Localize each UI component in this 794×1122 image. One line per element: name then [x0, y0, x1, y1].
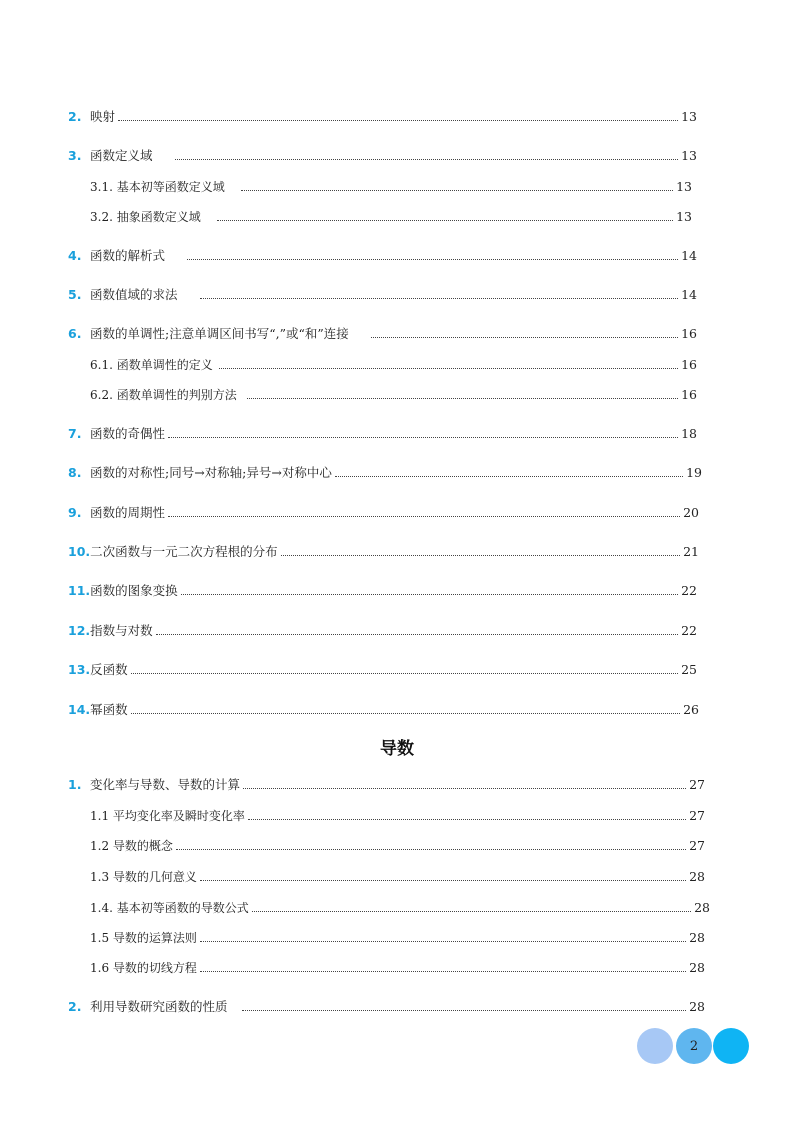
page-badge-dark	[713, 1028, 749, 1064]
toc-entry-quadratic[interactable]	[68, 541, 699, 561]
entry-page: 13	[681, 108, 697, 124]
leader-dots	[131, 673, 678, 674]
entry-page: 13	[676, 178, 692, 194]
leader-dots	[219, 368, 678, 369]
entry-page: 27	[689, 837, 705, 853]
leader-dots	[371, 337, 678, 338]
entry-number: 14.	[68, 701, 91, 717]
toc-entry-expression[interactable]	[68, 245, 697, 265]
leader-dots	[187, 259, 678, 260]
entry-page: 27	[689, 807, 705, 823]
entry-page: 18	[681, 425, 697, 441]
entry-number: 13.	[68, 661, 91, 677]
entry-number: 8.	[68, 464, 82, 480]
entry-title: 函数的解析式	[90, 248, 166, 263]
entry-title: 幂函数	[90, 702, 128, 717]
entry-title: 6.2. 函数单调性的判别方法	[90, 387, 237, 402]
entry-title: 1.1 平均变化率及瞬时变化率	[90, 808, 245, 823]
entry-page: 26	[683, 701, 699, 717]
leader-dots	[168, 516, 680, 517]
toc-entry-derivative-calc[interactable]	[68, 774, 705, 794]
toc-entry-derivative-properties[interactable]	[68, 996, 705, 1016]
entry-title: 利用导数研究函数的性质	[90, 999, 228, 1014]
page-badge-light	[637, 1028, 673, 1064]
entry-page: 28	[689, 959, 705, 975]
leader-dots	[200, 971, 686, 972]
toc-subentry[interactable]	[90, 805, 705, 825]
toc-entry-range[interactable]	[68, 284, 697, 304]
entry-title: 函数的单调性;注意单调区间书写“,”或“和”连接	[90, 326, 349, 341]
entry-title: 函数的图象变换	[90, 583, 178, 598]
entry-title: 1.2 导数的概念	[90, 838, 173, 853]
toc-entry-graph-transform[interactable]	[68, 580, 697, 600]
entry-title: 6.1. 函数单调性的定义	[90, 357, 213, 372]
toc-subentry[interactable]	[90, 206, 692, 226]
entry-number: 11.	[68, 582, 91, 598]
entry-number: 12.	[68, 622, 91, 638]
entry-page: 13	[681, 147, 697, 163]
entry-page: 16	[681, 386, 697, 402]
entry-title: 函数值域的求法	[90, 287, 178, 302]
entry-page: 19	[686, 464, 702, 480]
entry-page: 28	[694, 899, 710, 915]
toc-entry-mapping[interactable]	[68, 106, 697, 126]
entry-title: 二次函数与一元二次方程根的分布	[90, 544, 278, 559]
entry-page: 14	[681, 286, 697, 302]
entry-title: 1.3 导数的几何意义	[90, 869, 197, 884]
toc-entry-power[interactable]	[68, 699, 699, 719]
entry-number: 10.	[68, 543, 91, 559]
toc-subentry[interactable]	[90, 927, 705, 947]
entry-title: 函数的对称性;同号→对称轴;异号→对称中心	[90, 465, 332, 480]
entry-title: 反函数	[90, 662, 128, 677]
entry-number: 9.	[68, 504, 82, 520]
entry-page: 21	[683, 543, 699, 559]
leader-dots	[200, 941, 686, 942]
entry-page: 28	[689, 868, 705, 884]
entry-page: 27	[689, 776, 705, 792]
entry-number: 6.	[68, 325, 82, 341]
leader-dots	[200, 298, 679, 299]
page-number: 2	[689, 1038, 699, 1054]
section-heading: 导数	[380, 739, 414, 759]
leader-dots	[131, 713, 680, 714]
entry-title: 函数定义域	[90, 148, 153, 163]
entry-title: 3.2. 抽象函数定义域	[90, 209, 201, 224]
leader-dots	[217, 220, 673, 221]
leader-dots	[200, 880, 686, 881]
leader-dots	[248, 819, 686, 820]
toc-subentry[interactable]	[90, 384, 697, 404]
entry-title: 函数的周期性	[90, 505, 166, 520]
entry-title: 指数与对数	[90, 623, 153, 638]
page-number-badge	[676, 1028, 712, 1064]
entry-number: 7.	[68, 425, 82, 441]
entry-title: 函数的奇偶性	[90, 426, 166, 441]
entry-page: 28	[689, 929, 705, 945]
toc-subentry[interactable]	[90, 897, 710, 917]
leader-dots	[252, 911, 691, 912]
entry-page: 22	[681, 582, 697, 598]
toc-entry-periodicity[interactable]	[68, 502, 699, 522]
entry-page: 16	[681, 356, 697, 372]
leader-dots	[168, 437, 678, 438]
toc-subentry[interactable]	[90, 176, 692, 196]
entry-number: 2.	[68, 108, 82, 124]
entry-title: 1.4. 基本初等函数的导数公式	[90, 900, 249, 915]
leader-dots	[281, 555, 680, 556]
leader-dots	[118, 120, 678, 121]
toc-entry-inverse[interactable]	[68, 659, 697, 679]
leader-dots	[242, 1010, 687, 1011]
toc-subentry[interactable]	[90, 835, 705, 855]
entry-page: 13	[676, 208, 692, 224]
entry-number: 2.	[68, 998, 82, 1014]
entry-title: 变化率与导数、导数的计算	[90, 777, 241, 792]
toc-entry-parity[interactable]	[68, 423, 697, 443]
toc-entry-symmetry[interactable]	[68, 462, 702, 482]
entry-number: 1.	[68, 776, 82, 792]
leader-dots	[176, 849, 686, 850]
entry-page: 14	[681, 247, 697, 263]
leader-dots	[243, 788, 686, 789]
entry-title: 1.6 导数的切线方程	[90, 960, 197, 975]
entry-title: 1.5 导数的运算法则	[90, 930, 197, 945]
leader-dots	[156, 634, 678, 635]
leader-dots	[247, 398, 678, 399]
toc-entry-domain[interactable]	[68, 145, 697, 165]
entry-number: 4.	[68, 247, 82, 263]
entry-page: 20	[683, 504, 699, 520]
entry-title: 映射	[90, 109, 116, 124]
toc-entry-monotonicity[interactable]	[68, 323, 697, 343]
leader-dots	[241, 190, 673, 191]
entry-page: 16	[681, 325, 697, 341]
leader-dots	[181, 594, 678, 595]
entry-page: 28	[689, 998, 705, 1014]
leader-dots	[175, 159, 679, 160]
toc-subentry[interactable]	[90, 866, 705, 886]
leader-dots	[335, 476, 683, 477]
entry-page: 22	[681, 622, 697, 638]
toc-entry-exp-log[interactable]	[68, 620, 697, 640]
toc-subentry[interactable]	[90, 957, 705, 977]
toc-subentry[interactable]	[90, 354, 697, 374]
entry-title: 3.1. 基本初等函数定义域	[90, 179, 225, 194]
entry-number: 3.	[68, 147, 82, 163]
entry-page: 25	[681, 661, 697, 677]
entry-number: 5.	[68, 286, 82, 302]
